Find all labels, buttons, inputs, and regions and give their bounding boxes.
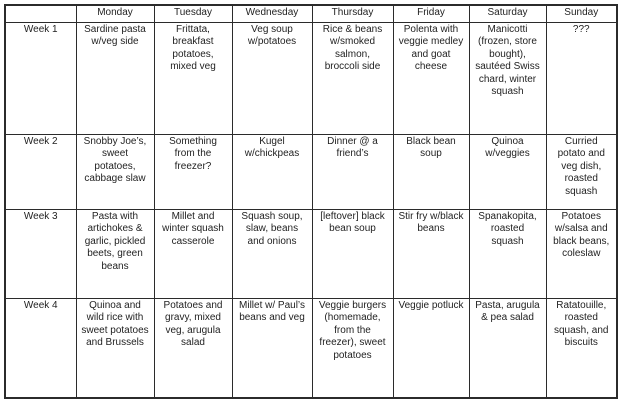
meal-cell-week4-wednesday: Millet w/ Paul’s beans and veg — [232, 298, 312, 398]
column-header-wednesday: Wednesday — [232, 5, 312, 22]
header-row — [5, 5, 617, 22]
column-header-saturday: Saturday — [469, 5, 546, 22]
meal-cell-week2-saturday: Quinoa w/veggies — [469, 134, 546, 209]
table-row-week2 — [5, 134, 617, 209]
table-row-week3 — [5, 209, 617, 298]
meal-plan-table — [4, 4, 618, 399]
column-header-friday: Friday — [393, 5, 469, 22]
meal-cell-week1-tuesday: Frittata, breakfast potatoes, mixed veg — [154, 22, 232, 134]
week1-label: Week 1 — [5, 22, 76, 134]
meal-cell-week1-saturday: Manicotti (frozen, store bought), sautéed Swiss chard, winter squash — [469, 22, 546, 134]
meal-cell-week1-sunday: ??? — [546, 22, 617, 134]
week4-label: Week 4 — [5, 298, 76, 398]
meal-cell-week3-tuesday: Millet and winter squash casserole — [154, 209, 232, 298]
week3-label: Week 3 — [5, 209, 76, 298]
table-row-week1 — [5, 22, 617, 134]
meal-cell-week3-wednesday: Squash soup, slaw, beans and onions — [232, 209, 312, 298]
meal-cell-week4-friday: Veggie potluck — [393, 298, 469, 398]
column-header-monday: Monday — [76, 5, 154, 22]
meal-cell-week4-monday: Quinoa and wild rice with sweet potatoes and Brussels — [76, 298, 154, 398]
meal-cell-week4-thursday: Veggie burgers (homemade, from the freezer), sweet potatoes — [312, 298, 393, 398]
meal-cell-week3-saturday: Spanakopita, roasted squash — [469, 209, 546, 298]
meal-cell-week2-tuesday: Something from the freezer? — [154, 134, 232, 209]
meal-cell-week4-tuesday: Potatoes and gravy, mixed veg, arugula salad — [154, 298, 232, 398]
column-header-tuesday: Tuesday — [154, 5, 232, 22]
meal-cell-week2-monday: Snobby Joe’s, sweet potatoes, cabbage slaw — [76, 134, 154, 209]
meal-cell-week2-friday: Black bean soup — [393, 134, 469, 209]
meal-cell-week3-friday: Stir fry w/black beans — [393, 209, 469, 298]
column-header-sunday: Sunday — [546, 5, 617, 22]
week2-label: Week 2 — [5, 134, 76, 209]
meal-cell-week3-monday: Pasta with artichokes & garlic, pickled beets, green beans — [76, 209, 154, 298]
column-header-thursday: Thursday — [312, 5, 393, 22]
meal-cell-week3-thursday: [leftover] black bean soup — [312, 209, 393, 298]
meal-cell-week3-sunday: Potatoes w/salsa and black beans, coleslaw — [546, 209, 617, 298]
meal-cell-week4-sunday: Ratatouille, roasted squash, and biscuits — [546, 298, 617, 398]
meal-cell-week1-thursday: Rice & beans w/smoked salmon, broccoli side — [312, 22, 393, 134]
meal-cell-week4-saturday: Pasta, arugula & pea salad — [469, 298, 546, 398]
meal-cell-week1-monday: Sardine pasta w/veg side — [76, 22, 154, 134]
meal-cell-week1-wednesday: Veg soup w/potatoes — [232, 22, 312, 134]
table-row-week4 — [5, 298, 617, 398]
meal-cell-week2-thursday: Dinner @ a friend’s — [312, 134, 393, 209]
corner-cell — [5, 5, 76, 22]
meal-cell-week2-sunday: Curried potato and veg dish, roasted squash — [546, 134, 617, 209]
meal-cell-week1-friday: Polenta with veggie medley and goat cheese — [393, 22, 469, 134]
meal-cell-week2-wednesday: Kugel w/chickpeas — [232, 134, 312, 209]
